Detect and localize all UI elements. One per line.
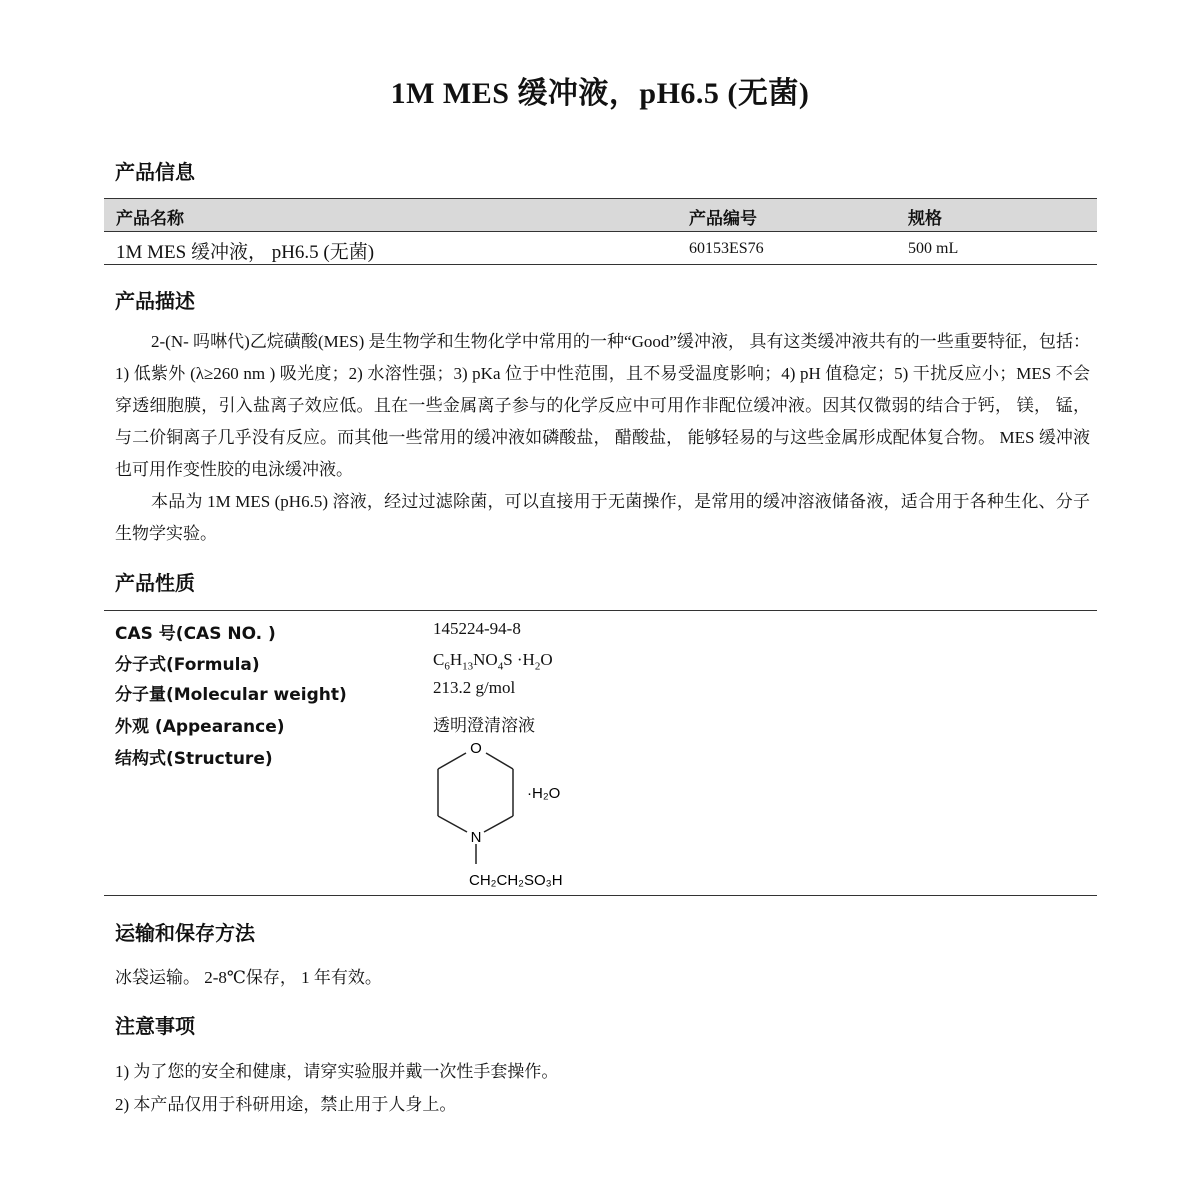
appearance-label: 外观 (Appearance): [115, 717, 285, 737]
formula-label: 分子式(Formula): [115, 655, 260, 675]
side-chain-label: CH₂CH₂SO₃H: [469, 872, 563, 889]
section-heading-storage: 运输和保存方法: [115, 921, 255, 945]
note-item-2: 2) 本产品仅用于科研用途，禁止用于人身上。: [115, 1095, 457, 1114]
description-paragraph-2: 本品为 1M MES (pH6.5) 溶液，经过过滤除菌，可以直接用于无菌操作，是常用的缓冲溶液储备液，适合用于各种生化、分子生物学实验。: [115, 492, 1090, 543]
nitrogen-atom: N: [470, 829, 482, 846]
formula-value: $C_6H_{13}NO_4S \cdot H_2O$: [433, 650, 553, 673]
cas-value: 145224-94-8: [433, 619, 521, 638]
product-name-cell: 1M MES 缓冲液， pH6.5 (无菌): [116, 242, 375, 263]
oxygen-atom: O: [470, 740, 482, 757]
header-product-code: 产品编号: [689, 209, 757, 229]
section-heading-notes: 注意事项: [115, 1014, 195, 1038]
description-body: [115, 326, 1090, 550]
molecular-weight-value: 213.2 g/mol: [433, 678, 516, 697]
molecular-weight-label: 分子量(Molecular weight): [115, 685, 347, 705]
document-title: 1M MES 缓冲液，pH6.5 (无菌): [390, 77, 810, 110]
header-size: 规格: [908, 209, 942, 229]
product-size-cell: 500 mL: [908, 240, 959, 257]
morpholine-ring: [438, 753, 513, 864]
product-info-table: [104, 198, 1097, 265]
hydrate-label: ·H₂O: [527, 785, 561, 802]
appearance-value: 透明澄清溶液: [433, 716, 535, 735]
header-product-name: 产品名称: [116, 209, 184, 229]
properties-table: [104, 610, 1097, 896]
section-heading-description: 产品描述: [115, 289, 195, 313]
cas-label: CAS 号(CAS NO. ): [115, 624, 276, 644]
note-item-1: 1) 为了您的安全和健康，请穿实验服并戴一次性手套操作。: [115, 1062, 559, 1081]
table-row: [104, 232, 1097, 264]
section-heading-properties: 产品性质: [115, 571, 195, 595]
table-header-row: [104, 199, 1097, 232]
section-heading-product-info: 产品信息: [115, 160, 195, 184]
structure-label: 结构式(Structure): [115, 749, 273, 769]
mes-structure-diagram: [429, 739, 629, 889]
storage-text: 冰袋运输。 2-8℃保存， 1 年有效。: [115, 968, 382, 987]
product-code-cell: 60153ES76: [689, 240, 764, 257]
description-paragraph-1: 2-(N- 吗啉代)乙烷磺酸(MES) 是生物学和生物化学中常用的一种“Good”缓冲液， 具有这类缓冲液共有的一些重要特征，包括：1) 低紫外 (λ≥260 nm ) 吸光度；2) 水溶性强；3) pKa 位于中性范围，且不易受温度影响；4) pH 值稳定；5) 干扰反应小；MES 不会穿透细胞膜，引入盐离子效应低。且在一些金属离子参与的化学反应中可用作非配位缓冲液。因其仅微弱的结合于钙， 镁， 锰， 与二价铜离子几乎没有反应。而其他一些常用的缓冲液如磷酸盐， 醋酸盐， 能够轻易的与这些金属形成配体复合物。 MES 缓冲液也可用作变性胶的电泳缓冲液。: [115, 332, 1090, 479]
